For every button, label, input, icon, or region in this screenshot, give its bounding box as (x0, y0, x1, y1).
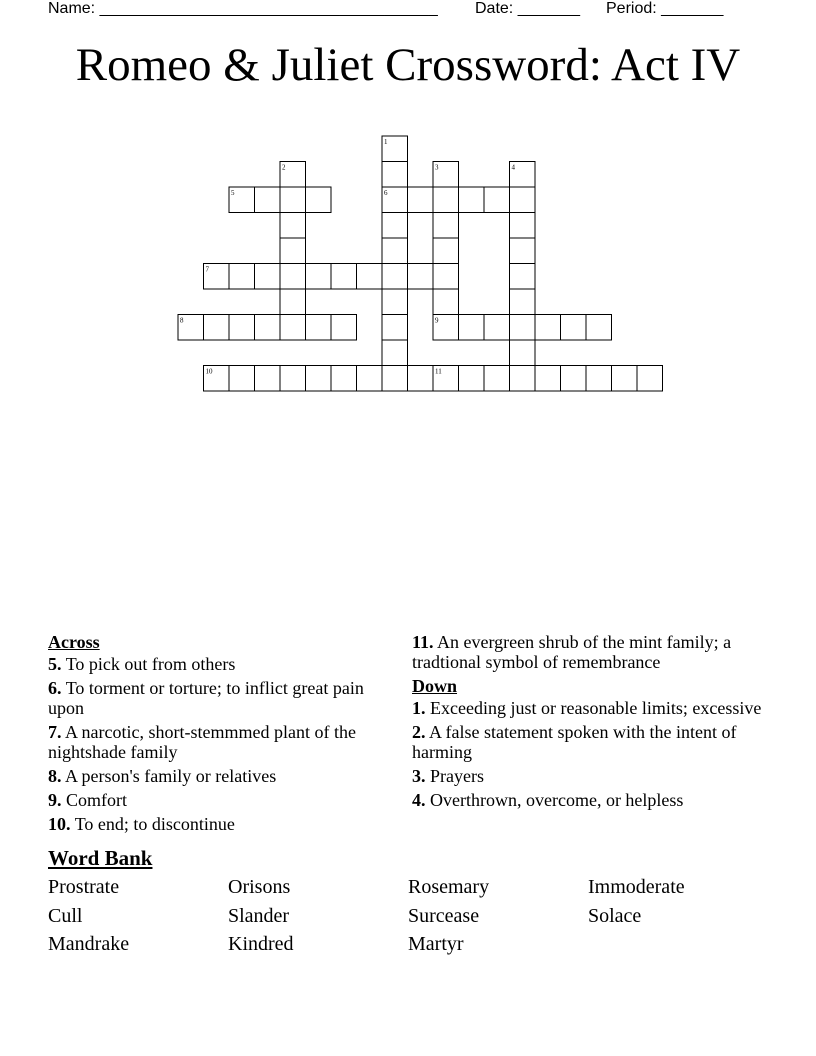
crossword-grid (0, 0, 816, 420)
date-field[interactable]: Date: _______ (475, 0, 580, 17)
grid-cell[interactable] (382, 315, 408, 341)
grid-cell[interactable] (612, 366, 638, 392)
grid-cell[interactable] (306, 315, 332, 341)
down-clues (412, 632, 777, 814)
grid-number-1: 1 (384, 138, 388, 146)
clue-down-4 (412, 790, 777, 810)
grid-cell[interactable] (510, 213, 536, 239)
clue-number: 4. (412, 790, 426, 810)
grid-cell[interactable] (280, 366, 306, 392)
clue-number: 1. (412, 698, 426, 718)
grid-number-9: 9 (435, 316, 439, 325)
word-bank-word: Martyr (408, 933, 464, 955)
clue-across-7 (48, 722, 378, 762)
clue-across-10 (48, 814, 378, 834)
grid-cell[interactable] (433, 187, 459, 213)
grid-cell[interactable] (510, 315, 536, 341)
grid-cell[interactable] (382, 238, 408, 264)
grid-cell[interactable] (637, 366, 663, 392)
clue-across-8 (48, 766, 378, 786)
grid-cell[interactable] (357, 366, 383, 392)
grid-cell[interactable] (561, 315, 587, 341)
page-title: Romeo & Juliet Crossword: Act IV (75, 39, 741, 91)
grid-cell[interactable] (510, 238, 536, 264)
grid-cell[interactable] (433, 238, 459, 264)
grid-cell[interactable] (408, 187, 434, 213)
across-heading: Across (48, 632, 100, 652)
grid-cell[interactable] (280, 187, 306, 213)
grid-cell[interactable] (484, 315, 510, 341)
grid-number-3: 3 (435, 163, 439, 172)
word-bank-word: Cull (48, 905, 83, 927)
grid-number-5: 5 (231, 189, 235, 197)
word-bank-word: Mandrake (48, 933, 130, 955)
word-bank-title: Word Bank (48, 846, 153, 870)
grid-cell[interactable] (459, 187, 485, 213)
grid-cell[interactable] (510, 366, 536, 392)
clue-text: Overthrown, overcome, or helpless (430, 790, 684, 810)
grid-cell[interactable] (331, 264, 357, 290)
grid-cell[interactable] (382, 213, 408, 239)
grid-cell[interactable] (484, 187, 510, 213)
clue-number: 11. (412, 632, 434, 652)
grid-cell[interactable] (229, 366, 255, 392)
word-bank-word: Surcease (408, 905, 480, 927)
grid-cell[interactable] (586, 315, 612, 341)
grid-cell[interactable] (382, 366, 408, 392)
grid-cell[interactable] (484, 366, 510, 392)
grid-cell[interactable] (255, 315, 281, 341)
grid-number-2: 2 (282, 163, 286, 172)
clue-number: 2. (412, 722, 426, 742)
clue-across-11 (412, 632, 777, 672)
grid-cell[interactable] (510, 264, 536, 290)
grid-number-8: 8 (180, 316, 184, 325)
down-heading: Down (412, 676, 458, 696)
word-bank-word: Orisons (228, 876, 291, 898)
grid-cell[interactable] (331, 315, 357, 341)
grid-cell[interactable] (408, 264, 434, 290)
clue-text: A narcotic, short-stemmmed plant of the nightshade family (48, 722, 356, 762)
grid-cell[interactable] (510, 187, 536, 213)
word-bank-word: Immoderate (588, 876, 685, 898)
grid-cell[interactable] (433, 289, 459, 315)
grid-number-11: 11 (435, 367, 442, 376)
clue-text: To torment or torture; to inflict great pain upon (48, 678, 364, 718)
grid-number-4: 4 (511, 163, 515, 172)
grid-cell[interactable] (561, 366, 587, 392)
grid-cell[interactable] (280, 289, 306, 315)
grid-cell[interactable] (382, 264, 408, 290)
word-bank-word: Solace (588, 905, 642, 927)
clue-down-2 (412, 722, 777, 762)
clue-down-3 (412, 766, 777, 786)
grid-cell[interactable] (229, 264, 255, 290)
grid-cell[interactable] (586, 366, 612, 392)
grid-cell[interactable] (280, 264, 306, 290)
clue-number: 6. (48, 678, 62, 698)
clue-number: 7. (48, 722, 62, 742)
grid-cell[interactable] (204, 315, 230, 341)
clue-text: To end; to discontinue (74, 814, 235, 834)
clue-text: Comfort (66, 790, 127, 810)
grid-cell[interactable] (382, 340, 408, 366)
grid-cell[interactable] (535, 366, 561, 392)
grid-cell[interactable] (357, 264, 383, 290)
grid-cell[interactable] (459, 315, 485, 341)
clue-number: 10. (48, 814, 71, 834)
grid-cell[interactable] (255, 264, 281, 290)
name-field[interactable]: Name: ______________________________________ (48, 0, 438, 17)
clue-text: Exceeding just or reasonable limits; excessive (430, 698, 762, 718)
grid-cell[interactable] (433, 264, 459, 290)
grid-cell[interactable] (306, 187, 332, 213)
clue-number: 3. (412, 766, 426, 786)
grid-cell[interactable] (433, 213, 459, 239)
grid-cell[interactable] (331, 366, 357, 392)
grid-cell[interactable] (535, 315, 561, 341)
grid-cell[interactable] (510, 340, 536, 366)
clue-number: 9. (48, 790, 62, 810)
clue-text: To pick out from others (65, 654, 236, 674)
period-field[interactable]: Period: _______ (606, 0, 724, 17)
grid-cell[interactable] (382, 162, 408, 188)
word-bank-word: Prostrate (48, 876, 120, 898)
grid-cell[interactable] (382, 289, 408, 315)
grid-cell[interactable] (280, 315, 306, 341)
clue-text: A false statement spoken with the intent of harming (412, 722, 737, 762)
grid-cell[interactable] (306, 366, 332, 392)
clue-number: 5. (48, 654, 62, 674)
clue-text: A person's family or relatives (65, 766, 277, 786)
grid-number-10: 10 (205, 367, 213, 376)
clue-text: An evergreen shrub of the mint family; a tradtional symbol of remembrance (412, 632, 732, 672)
clue-across-5 (48, 654, 378, 674)
clue-text: Prayers (430, 766, 484, 786)
grid-cell[interactable] (510, 289, 536, 315)
word-bank-word: Kindred (228, 933, 294, 955)
grid-cell[interactable] (408, 366, 434, 392)
grid-cell[interactable] (255, 187, 281, 213)
grid-cell[interactable] (306, 264, 332, 290)
grid-cell[interactable] (229, 315, 255, 341)
clue-across-6 (48, 678, 378, 718)
across-clues (48, 632, 378, 838)
clue-across-9 (48, 790, 378, 810)
grid-number-7: 7 (205, 265, 209, 274)
grid-cell[interactable] (280, 213, 306, 239)
word-bank-word: Slander (228, 905, 290, 927)
grid-cell[interactable] (459, 366, 485, 392)
grid-cell[interactable] (280, 238, 306, 264)
word-bank-word: Rosemary (408, 876, 490, 898)
grid-number-6: 6 (384, 189, 388, 197)
clue-down-1 (412, 698, 777, 718)
clue-number: 8. (48, 766, 62, 786)
grid-cell[interactable] (255, 366, 281, 392)
